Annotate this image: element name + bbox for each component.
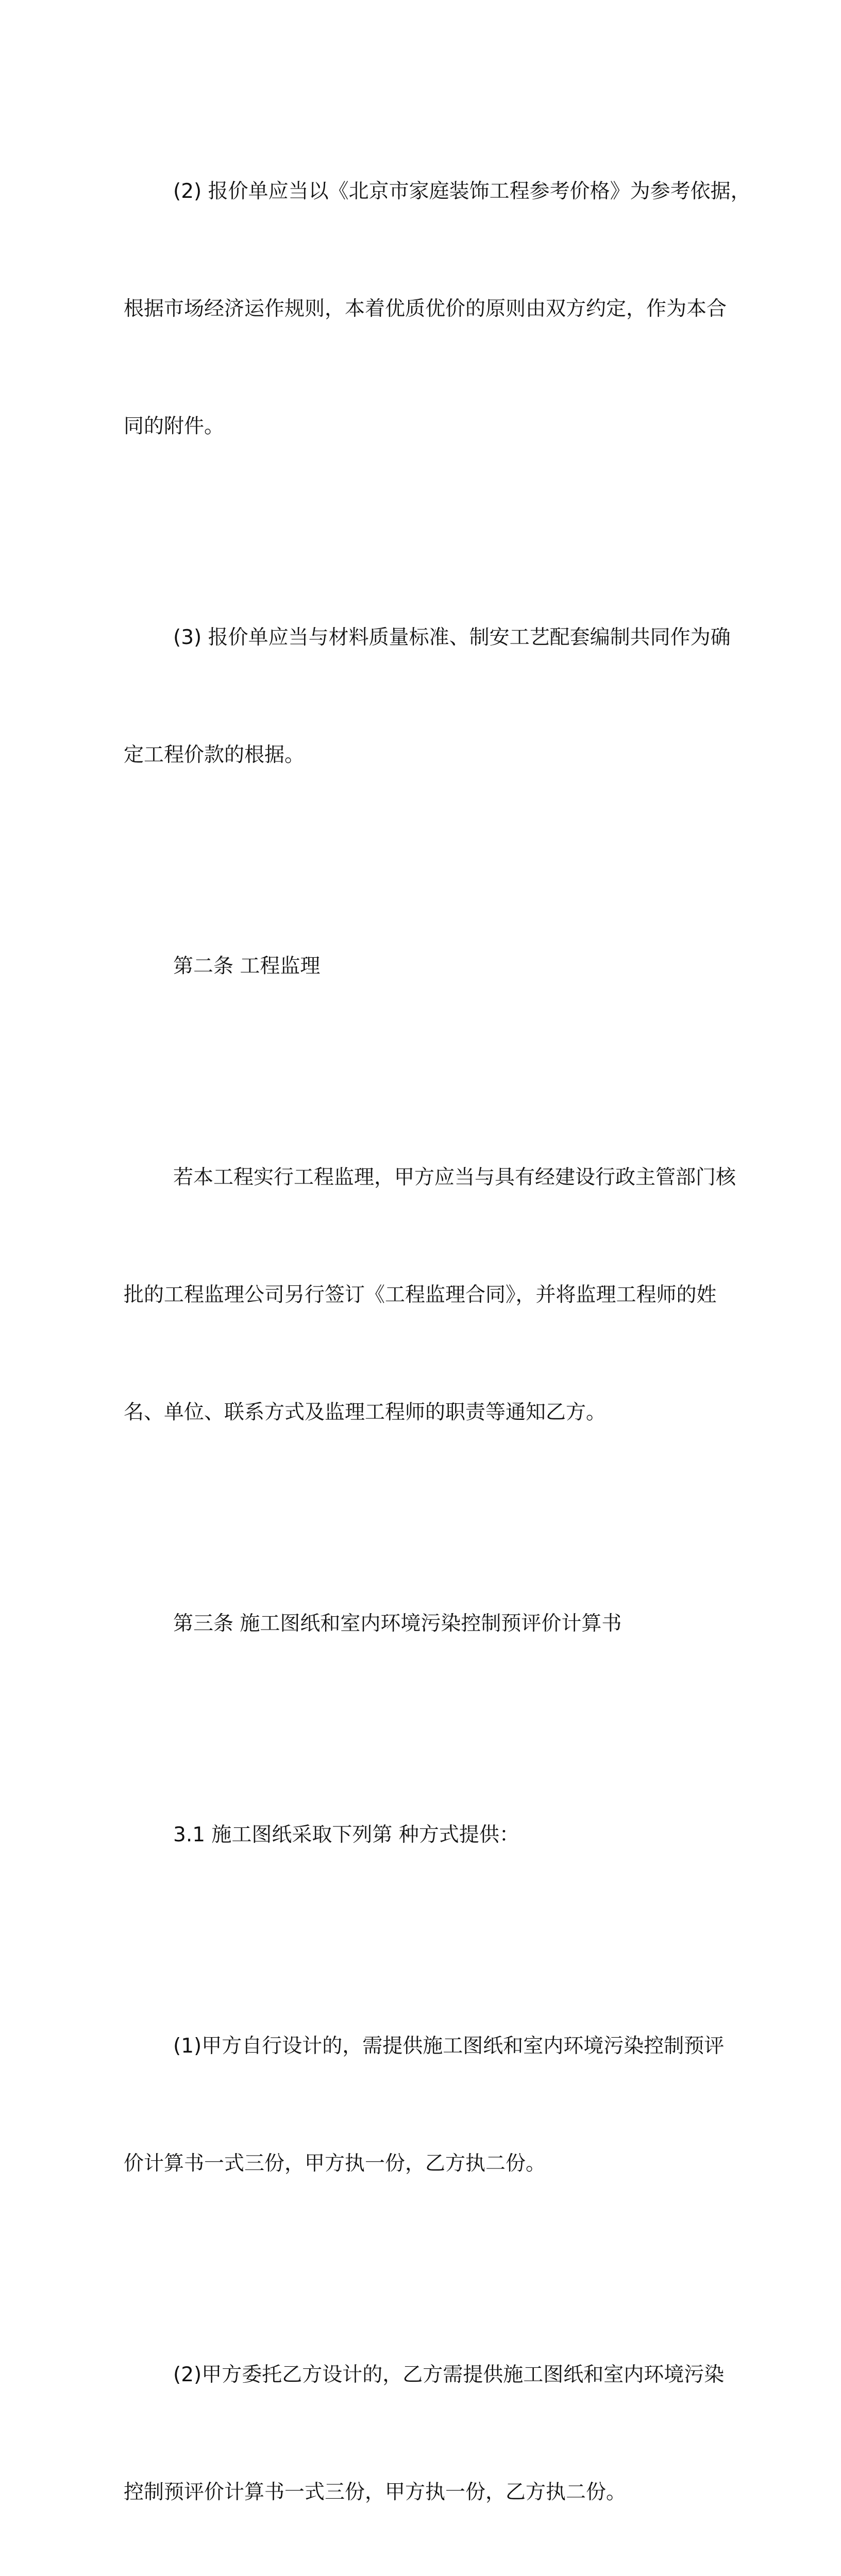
paragraph-quote-reference [124,94,751,524]
document-body [124,94,751,2576]
text-line: 定工程价款的根据。 [124,743,305,767]
text-line: 名、单位、联系方式及监理工程师的职责等通知乙方。 [124,1401,607,1424]
text-line: (1)甲方自行设计的，需提供施工图纸和室内环境污染控制预评 [173,2035,725,2058]
text-line: (3) 报价单应当与材料质量标准、制安工艺配套编制共同作为确 [173,626,731,649]
text-line: (2)甲方委托乙方设计的，乙方需提供施工图纸和室内环境污染 [173,2363,725,2386]
text-line: 批的工程监理公司另行签订《工程监理合同》，并将监理工程师的姓 [124,1283,717,1307]
text-line: 若本工程实行工程监理，甲方应当与具有经建设行政主管部门核 [173,1166,736,1189]
text-line: 根据市场经济运作规则，本着优质优价的原则由双方约定，作为本合 [124,297,727,320]
text-line: (2) 报价单应当以《北京市家庭装饰工程参考价格》为参考依据， [173,180,751,203]
text-line: 价计算书一式三份，甲方执一份，乙方执二份。 [124,2152,546,2175]
text-line: 同的附件。 [124,415,225,438]
heading-line: 第二条 工程监理 [173,955,321,978]
section-heading-article-3 [124,1526,721,1722]
paragraph-3-1 [124,1737,721,1933]
paragraph-supervision [124,1080,736,1511]
paragraph-quote-basis [124,540,731,853]
text-line: 3.1 施工图纸采取下列第 种方式提供： [173,1823,519,1846]
text-line: 控制预评价计算书一式三份，甲方执一份，乙方执二份。 [124,2481,627,2504]
paragraph-option-2 [124,2277,725,2576]
paragraph-option-1 [124,1948,725,2262]
section-heading-article-2 [124,869,721,1064]
heading-line: 第三条 施工图纸和室内环境污染控制预评价计算书 [173,1612,622,1635]
